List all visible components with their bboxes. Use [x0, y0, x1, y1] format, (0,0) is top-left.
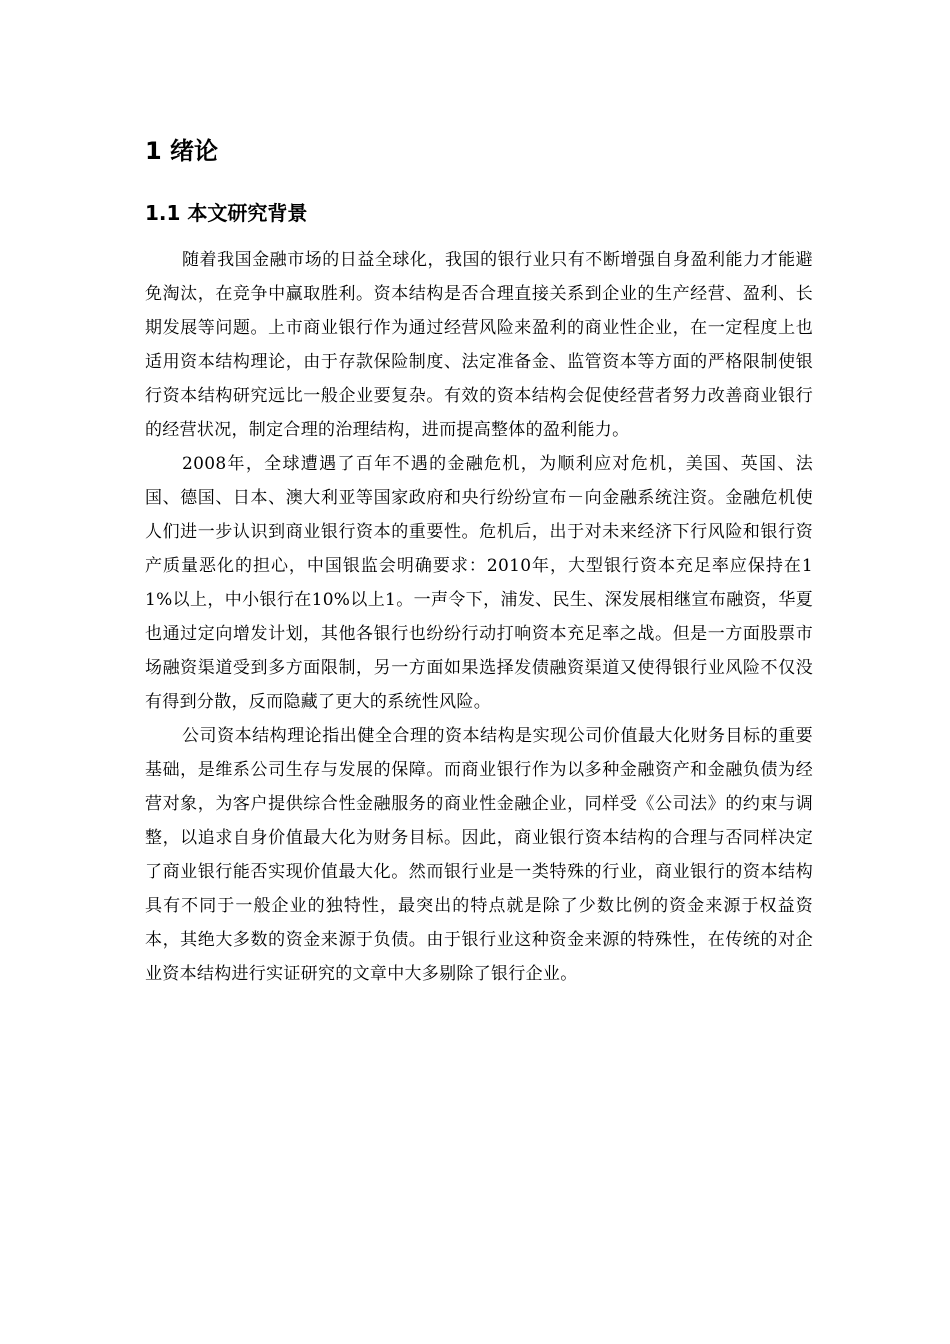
paragraph-2: 2008年，全球遭遇了百年不遇的金融危机，为顺利应对危机，美国、英国、法国、德国、日本、澳大利亚等国家政府和央行纷纷宣布－向金融系统注资。金融危机使人们进一步认识到商业银行资本的重要性。危机后，出于对未来经济下行风险和银行资产质量恶化的担心，中国银监会明确要求：2010年，大型银行资本充足率应保持在11%以上，中小银行在10%以上1。一声令下，浦发、民生、深发展相继宣布融资，华夏也通过定向增发计划，其他各银行也纷纷行动打响资本充足率之战。但是一方面股票市场融资渠道受到多方面限制，另一方面如果选择发债融资渠道又使得银行业风险不仅没有得到分散，反而隐藏了更大的系统性风险。: [145, 454, 813, 712]
chapter-title: 1 绪论: [145, 137, 219, 165]
body-text: [145, 243, 813, 991]
paragraph-1: 随着我国金融市场的日益全球化，我国的银行业只有不断增强自身盈利能力才能避免淘汰，在竞争中赢取胜利。资本结构是否合理直接关系到企业的生产经营、盈利、长期发展等问题。上市商业银行作为通过经营风险来盈利的商业性企业，在一定程度上也适用资本结构理论，由于存款保险制度、法定准备金、监管资本等方面的严格限制使银行资本结构研究远比一般企业要复杂。有效的资本结构会促使经营者努力改善商业银行的经营状况，制定合理的治理结构，进而提高整体的盈利能力。: [145, 250, 813, 440]
section-title: 1.1 本文研究背景: [145, 201, 308, 225]
paragraph-3: 公司资本结构理论指出健全合理的资本结构是实现公司价值最大化财务目标的重要基础，是维系公司生存与发展的保障。而商业银行作为以多种金融资产和金融负债为经营对象，为客户提供综合性金融服务的商业性金融企业，同样受《公司法》的约束与调整，以追求自身价值最大化为财务目标。因此，商业银行资本结构的合理与否同样决定了商业银行能否实现价值最大化。然而银行业是一类特殊的行业，商业银行的资本结构具有不同于一般企业的独特性，最突出的特点就是除了少数比例的资金来源于权益资本，其绝大多数的资金来源于负债。由于银行业这种资金来源的特殊性，在传统的对企业资本结构进行实证研究的文章中大多剔除了银行企业。: [145, 726, 813, 984]
